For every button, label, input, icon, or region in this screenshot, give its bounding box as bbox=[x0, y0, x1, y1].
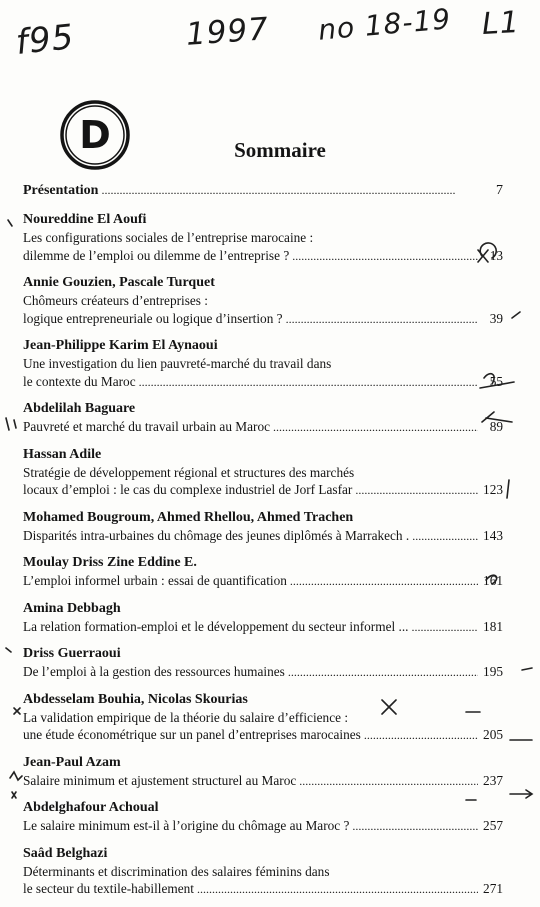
entry-title-line: Stratégie de développement régional et structures des marchés bbox=[23, 464, 355, 480]
entry-author: Abdelilah Baguare bbox=[23, 401, 136, 416]
entry-title-row bbox=[23, 726, 503, 745]
toc-entry bbox=[23, 798, 503, 836]
entry-page-number: 143 bbox=[483, 527, 503, 543]
leader-dots bbox=[273, 418, 478, 437]
entry-title-row bbox=[23, 481, 503, 500]
handwritten-annotations bbox=[0, 0, 540, 100]
toc-entry bbox=[23, 399, 503, 437]
entry-title-row bbox=[23, 527, 503, 546]
entry-title-line: Pauvreté et marché du travail urbain au Maroc bbox=[23, 419, 270, 434]
entry-author: Driss Guerraoui bbox=[23, 646, 121, 661]
leader-dots bbox=[352, 817, 478, 836]
entry-author: Abdelghafour Achoual bbox=[23, 800, 159, 815]
entry-title-line: Les configurations sociales de l’entreprise marocaine : bbox=[23, 230, 314, 245]
leader-dots bbox=[292, 247, 478, 266]
entry-author: Jean-Philippe Karim El Aynaoui bbox=[23, 338, 218, 353]
pen-mark-cross bbox=[14, 708, 20, 714]
handwritten-issue: no 18-19 bbox=[316, 2, 453, 47]
entry-title-row bbox=[23, 247, 503, 266]
handwritten-extra: L1 bbox=[481, 5, 521, 42]
handwritten-year: 1997 bbox=[184, 11, 271, 53]
toc-entry bbox=[23, 553, 503, 591]
toc-entry bbox=[23, 644, 503, 682]
entry-title-row bbox=[23, 310, 503, 329]
toc-entry bbox=[23, 690, 503, 745]
pen-mark-tick bbox=[512, 312, 520, 318]
leader-dots bbox=[299, 772, 478, 791]
presentation-page: 7 bbox=[496, 183, 503, 198]
toc-entry bbox=[23, 336, 503, 391]
leader-dots bbox=[411, 618, 478, 637]
pen-mark-arrow bbox=[510, 790, 532, 798]
entry-page-number: 55 bbox=[489, 373, 503, 389]
entry-title-row bbox=[23, 618, 503, 637]
entry-title-line: dilemme de l’emploi ou dilemme de l’entreprise ? bbox=[23, 247, 290, 263]
pen-mark-tick bbox=[8, 220, 12, 226]
toc-entry bbox=[23, 599, 503, 637]
toc-entry bbox=[23, 508, 503, 546]
entry-title-line: Disparités intra-urbaines du chômage des jeunes diplômés à Marrakech . bbox=[23, 527, 410, 543]
presentation-label: Présentation bbox=[23, 183, 99, 198]
entry-title-line: une étude économétrique sur un panel d’entreprises marocaines bbox=[23, 727, 361, 742]
toc-entry bbox=[23, 753, 503, 791]
toc-entry bbox=[23, 844, 503, 899]
entry-author: Annie Gouzien, Pascale Turquet bbox=[23, 275, 215, 290]
entry-page-number: 271 bbox=[483, 881, 503, 896]
leader-dots bbox=[139, 373, 478, 392]
pen-mark-tick bbox=[522, 668, 532, 670]
entry-author: Saâd Belghazi bbox=[23, 845, 108, 861]
entry-page-number: 123 bbox=[483, 482, 503, 497]
toc-entry bbox=[23, 445, 503, 500]
entry-title-line: le secteur du textile-habillement bbox=[23, 881, 194, 896]
leader-dots bbox=[355, 481, 478, 500]
toc-entry bbox=[23, 273, 503, 328]
entry-author: Noureddine El Aoufi bbox=[23, 212, 147, 227]
page-title: Sommaire bbox=[234, 138, 326, 162]
entry-page-number: 181 bbox=[483, 618, 503, 634]
entry-title-line: Salaire minimum et ajustement structurel au Maroc bbox=[23, 772, 297, 788]
entry-title-line: L’emploi informel urbain : essai de quantification bbox=[23, 573, 287, 588]
toc-entries bbox=[23, 210, 503, 899]
stamp-letter: D bbox=[79, 113, 111, 157]
pen-mark-line bbox=[507, 480, 509, 498]
toc-presentation bbox=[23, 183, 503, 199]
leader-dots bbox=[286, 310, 478, 329]
entry-page-number: 257 bbox=[483, 818, 503, 833]
entry-page-number: 161 bbox=[483, 573, 503, 588]
entry-title-line: Le salaire minimum est-il à l’origine du chômage au Maroc ? bbox=[23, 818, 350, 833]
entry-title-line: La relation formation-emploi et le développement du secteur informel ... bbox=[23, 618, 409, 634]
entry-title-row bbox=[23, 418, 503, 437]
leader-dots bbox=[290, 572, 478, 591]
leader-dots bbox=[364, 726, 478, 745]
entry-author: Moulay Driss Zine Eddine E. bbox=[23, 555, 197, 570]
leader-dots bbox=[412, 527, 478, 546]
pen-mark-cross bbox=[12, 792, 16, 798]
pen-mark-tick bbox=[6, 648, 11, 652]
toc-entry bbox=[23, 210, 503, 265]
entry-page-number: 89 bbox=[489, 419, 503, 434]
entry-title-line: locaux d’emploi : le cas du complexe industriel de Jorf Lasfar bbox=[23, 482, 353, 497]
entry-title-line: Chômeurs créateurs d’entreprises : bbox=[23, 293, 208, 308]
entry-title-row bbox=[23, 572, 503, 591]
entry-author: Mohamed Bougroum, Ahmed Rhellou, Ahmed Trachen bbox=[23, 509, 354, 525]
entry-title-row bbox=[23, 373, 503, 392]
entry-title-row bbox=[23, 663, 503, 682]
entry-title-line: De l’emploi à la gestion des ressources humaines bbox=[23, 664, 285, 679]
handwritten-ref: f95 bbox=[14, 17, 77, 63]
entry-title-line: logique entrepreneuriale ou logique d’insertion ? bbox=[23, 310, 283, 326]
entry-title-line: La validation empirique de la théorie du salaire d’efficience : bbox=[23, 709, 349, 725]
entry-author: Abdesselam Bouhia, Nicolas Skourias bbox=[23, 691, 248, 707]
entry-title-row bbox=[23, 817, 503, 836]
leader-dots bbox=[197, 880, 478, 899]
leader-dots bbox=[101, 183, 478, 199]
entry-page-number: 205 bbox=[483, 727, 503, 742]
entry-title-row bbox=[23, 772, 503, 791]
entry-title-line: le contexte du Maroc bbox=[23, 373, 136, 389]
entry-page-number: 195 bbox=[483, 664, 503, 679]
leader-dots bbox=[288, 663, 478, 682]
entry-title-row bbox=[23, 880, 503, 899]
entry-author: Jean-Paul Azam bbox=[23, 754, 121, 770]
entry-title-line: Une investigation du lien pauvreté-marché du travail dans bbox=[23, 356, 332, 371]
pen-mark-scribble bbox=[10, 772, 22, 780]
pen-mark-tick bbox=[6, 418, 16, 430]
entry-title-line: Déterminants et discrimination des salaires féminins dans bbox=[23, 863, 330, 879]
entry-author: Amina Debbagh bbox=[23, 600, 121, 616]
entry-page-number: 237 bbox=[483, 772, 503, 788]
table-of-contents bbox=[23, 183, 503, 907]
entry-page-number: 13 bbox=[489, 247, 503, 263]
entry-author: Hassan Adile bbox=[23, 446, 102, 462]
entry-page-number: 39 bbox=[489, 310, 503, 326]
